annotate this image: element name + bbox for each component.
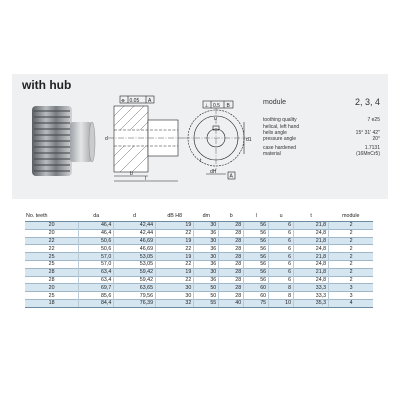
col-header: l [244, 211, 269, 222]
table-cell: 28 [219, 229, 244, 237]
dim-d1-label: d1 [246, 137, 252, 143]
table-cell: 24,8 [294, 245, 329, 253]
table-cell: 56 [244, 245, 269, 253]
table-cell: 56 [244, 260, 269, 268]
table-cell: 25 [25, 253, 79, 261]
table-cell: 4 [329, 299, 373, 307]
table-cell: 24,8 [294, 229, 329, 237]
table-cell: 60 [244, 284, 269, 292]
table-cell: 28 [219, 237, 244, 245]
table-row [25, 299, 373, 307]
col-header: u [269, 211, 294, 222]
table-row [25, 292, 373, 300]
table-cell: 22 [156, 260, 194, 268]
quality-value: 7 e25 [367, 117, 380, 123]
table-cell: 30 [194, 222, 219, 230]
table-cell: 56 [244, 237, 269, 245]
table-cell: 21,8 [294, 222, 329, 230]
table-cell: 69,7 [79, 284, 114, 292]
table-cell: 53,05 [114, 253, 156, 261]
table-cell: 46,4 [79, 229, 114, 237]
table-cell: 85,6 [79, 292, 114, 300]
table-cell: 21,8 [294, 268, 329, 276]
table-cell: 60 [244, 292, 269, 300]
table-cell: 25 [25, 292, 79, 300]
table-row [25, 222, 373, 230]
dim-u-label: u [214, 116, 217, 122]
table-cell: 32 [156, 299, 194, 307]
tolerance-side-value: 0.5 [213, 102, 220, 109]
col-header: d [114, 211, 156, 222]
svg-text:⌯: ⌯ [121, 97, 126, 104]
table-row [25, 229, 373, 237]
table-cell: 3 [329, 292, 373, 300]
datum-a-box-label: A [229, 173, 233, 180]
table-cell: 2 [329, 245, 373, 253]
material-label: material [263, 151, 281, 157]
table-cell: 19 [156, 268, 194, 276]
table-cell: 6 [269, 237, 294, 245]
table-cell: 63,4 [79, 276, 114, 284]
dim-b-label: b [130, 171, 133, 177]
col-header: da [79, 211, 114, 222]
table-cell: 30 [156, 292, 194, 300]
table-cell: 53,05 [114, 260, 156, 268]
table-cell: 22 [156, 245, 194, 253]
table-cell: 28 [25, 268, 79, 276]
table-cell: 42,44 [114, 229, 156, 237]
table-cell: 56 [244, 276, 269, 284]
table-header-row [25, 211, 373, 222]
table-cell: 28 [25, 276, 79, 284]
table-row [25, 237, 373, 245]
table-cell: 57,0 [79, 260, 114, 268]
table-cell: 2 [329, 253, 373, 261]
table-cell: 40 [219, 299, 244, 307]
table-cell: 28 [219, 268, 244, 276]
table-cell: 59,42 [114, 268, 156, 276]
tolerance-value: 0.05 [129, 97, 140, 104]
table-cell: 56 [244, 268, 269, 276]
table-cell: 2 [329, 276, 373, 284]
table-cell: 24,8 [294, 260, 329, 268]
quality-label: toothing quality [263, 117, 297, 123]
table-cell: 46,69 [114, 245, 156, 253]
col-header: dB H8 [156, 211, 194, 222]
table-cell: 36 [194, 229, 219, 237]
table-cell: 3 [329, 284, 373, 292]
table-cell: 36 [194, 260, 219, 268]
table-cell: 50,6 [79, 245, 114, 253]
col-header: b [219, 211, 244, 222]
table-cell: 8 [269, 284, 294, 292]
table-cell: 24,8 [294, 276, 329, 284]
table-cell: 2 [329, 229, 373, 237]
material-value: 1.7131 [364, 145, 380, 151]
section-title: with hub [22, 78, 72, 92]
helical-label: helical, left hand [263, 124, 300, 130]
gear-photo [18, 100, 98, 180]
pressure-value: 20° [372, 136, 380, 142]
table-cell: 6 [269, 245, 294, 253]
svg-text:⊥: ⊥ [204, 102, 209, 109]
table-cell: 28 [219, 245, 244, 253]
table-cell: 2 [329, 237, 373, 245]
material-alt-value: (16MnCr5) [356, 151, 380, 157]
table-cell: 28 [219, 260, 244, 268]
module-value: 2, 3, 4 [354, 97, 380, 107]
table-cell: 36 [194, 276, 219, 284]
table-cell: 19 [156, 222, 194, 230]
table-cell: 20 [25, 222, 79, 230]
table-cell: 6 [269, 229, 294, 237]
helix-value: 15° 31' 42'' [355, 130, 380, 136]
table-cell: 33,3 [294, 284, 329, 292]
table-cell: 2 [329, 222, 373, 230]
table-cell: 55 [194, 299, 219, 307]
table-cell: 79,56 [114, 292, 156, 300]
table-cell: 33,3 [294, 292, 329, 300]
table-cell: 30 [194, 237, 219, 245]
table-cell: 19 [156, 237, 194, 245]
table-cell: 19 [156, 253, 194, 261]
table-cell: 21,8 [294, 253, 329, 261]
table-cell: 76,39 [114, 299, 156, 307]
table-row [25, 268, 373, 276]
table-cell: 28 [219, 222, 244, 230]
table-cell: 30 [156, 284, 194, 292]
col-header: dm [194, 211, 219, 222]
table-row [25, 253, 373, 261]
case-label: case hardened [263, 145, 297, 151]
table-cell: 22 [156, 229, 194, 237]
table-row [25, 260, 373, 268]
table-cell: 22 [25, 237, 79, 245]
table-cell: 30 [194, 253, 219, 261]
table-cell: 6 [269, 276, 294, 284]
table-cell: 35,3 [294, 299, 329, 307]
technical-drawing [100, 92, 256, 184]
table-cell: 50 [194, 284, 219, 292]
table-cell: 10 [269, 299, 294, 307]
table-cell: 20 [25, 284, 79, 292]
table-cell: 22 [25, 245, 79, 253]
table-cell: 42,44 [114, 222, 156, 230]
table-row [25, 276, 373, 284]
table-cell: 84,4 [79, 299, 114, 307]
table-cell: 6 [269, 253, 294, 261]
col-header: module [329, 211, 373, 222]
table-cell: 56 [244, 222, 269, 230]
table-cell: 75 [244, 299, 269, 307]
helix-label: helix angle [263, 130, 287, 136]
table-cell: 63,4 [79, 268, 114, 276]
table-cell: 28 [219, 253, 244, 261]
table-cell: 6 [269, 268, 294, 276]
table-cell: 6 [269, 222, 294, 230]
dim-dh-label: dH [210, 169, 217, 175]
table-cell: 8 [269, 292, 294, 300]
table-cell: 28 [219, 292, 244, 300]
gear-data-table [25, 211, 373, 308]
table-cell: 57,0 [79, 253, 114, 261]
table-row [25, 245, 373, 253]
table-cell: 56 [244, 229, 269, 237]
table-cell: 18 [25, 299, 79, 307]
col-header: t [294, 211, 329, 222]
table-cell: 46,4 [79, 222, 114, 230]
table-cell: 36 [194, 245, 219, 253]
dim-d-label: d [105, 136, 108, 142]
pressure-label: pressure angle [263, 136, 297, 142]
dim-l-label: l [145, 176, 147, 182]
table-cell: 20 [25, 229, 79, 237]
table-cell: 63,65 [114, 284, 156, 292]
module-label: module [263, 99, 286, 106]
datum-a-label: A [148, 97, 152, 104]
table-cell: 21,8 [294, 237, 329, 245]
table-body [25, 222, 373, 308]
table-cell: 28 [219, 276, 244, 284]
dim-t-label: t [200, 158, 202, 164]
table-cell: 56 [244, 253, 269, 261]
table-cell: 2 [329, 260, 373, 268]
col-header: No. teeth [25, 211, 79, 222]
datum-b-label: B [226, 102, 230, 109]
table-cell: 46,69 [114, 237, 156, 245]
table-cell: 6 [269, 260, 294, 268]
table-cell: 25 [25, 260, 79, 268]
table-cell: 59,42 [114, 276, 156, 284]
table-cell: 50 [194, 292, 219, 300]
table-cell: 22 [156, 276, 194, 284]
table-cell: 30 [194, 268, 219, 276]
table-cell: 2 [329, 268, 373, 276]
table-cell: 50,6 [79, 237, 114, 245]
table-row [25, 284, 373, 292]
table-cell: 28 [219, 284, 244, 292]
